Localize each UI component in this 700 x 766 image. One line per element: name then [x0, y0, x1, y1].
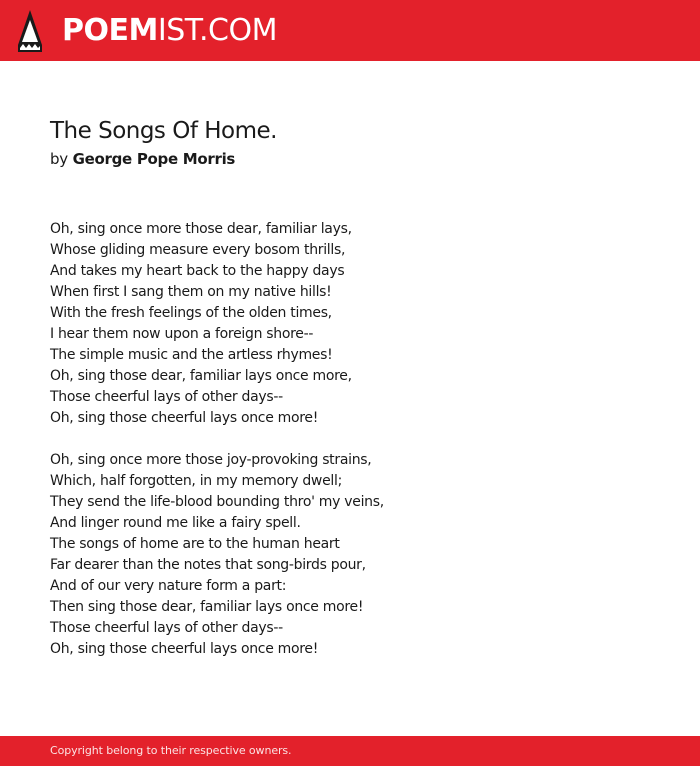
poem-line: Then sing those dear, familiar lays once more! — [50, 599, 364, 615]
poem-line: Which, half forgotten, in my memory dwell; — [50, 473, 342, 489]
poem-line: The songs of home are to the human heart — [50, 536, 340, 552]
poem-line: Those cheerful lays of other days-- — [50, 620, 283, 636]
poem-line: They send the life-blood bounding thro' my veins, — [50, 494, 384, 510]
stanza-1 — [50, 219, 384, 429]
poem-line: And takes my heart back to the happy days — [50, 263, 345, 279]
site-footer — [0, 736, 700, 766]
poem-line: I hear them now upon a foreign shore-- — [50, 326, 314, 342]
stanza-2 — [50, 450, 384, 660]
copyright-text: Copyright belong to their respective owners. — [50, 744, 292, 757]
poem-line: When first I sang them on my native hills! — [50, 284, 332, 300]
logo-text-bold: POEM — [62, 13, 158, 48]
poem-line: The simple music and the artless rhymes! — [50, 347, 333, 363]
logo-text-light: IST.COM — [157, 13, 277, 48]
poem-line: Oh, sing those cheerful lays once more! — [50, 641, 319, 657]
poem-line: With the fresh feelings of the olden times, — [50, 305, 332, 321]
byline — [50, 149, 235, 169]
poem-line: Whose gliding measure every bosom thrills, — [50, 242, 346, 258]
poem-line: Oh, sing those cheerful lays once more! — [50, 410, 319, 426]
poem-line: Far dearer than the notes that song-birds pour, — [50, 557, 366, 573]
poem-line: And of our very nature form a part: — [50, 578, 287, 594]
author-name[interactable]: George Pope Morris — [72, 150, 236, 168]
pencil-icon[interactable] — [18, 10, 42, 52]
poem-line: Oh, sing once more those dear, familiar lays, — [50, 221, 352, 237]
by-label: by — [50, 150, 68, 168]
poem-line: Oh, sing once more those joy-provoking strains, — [50, 452, 372, 468]
poem-line: And linger round me like a fairy spell. — [50, 515, 301, 531]
site-header — [0, 0, 700, 61]
poem-line: Oh, sing those dear, familiar lays once more, — [50, 368, 352, 384]
poem-body — [50, 219, 384, 681]
site-logo[interactable] — [62, 13, 277, 49]
poem-line: Those cheerful lays of other days-- — [50, 389, 283, 405]
poem-title: The Songs Of Home. — [50, 118, 277, 144]
